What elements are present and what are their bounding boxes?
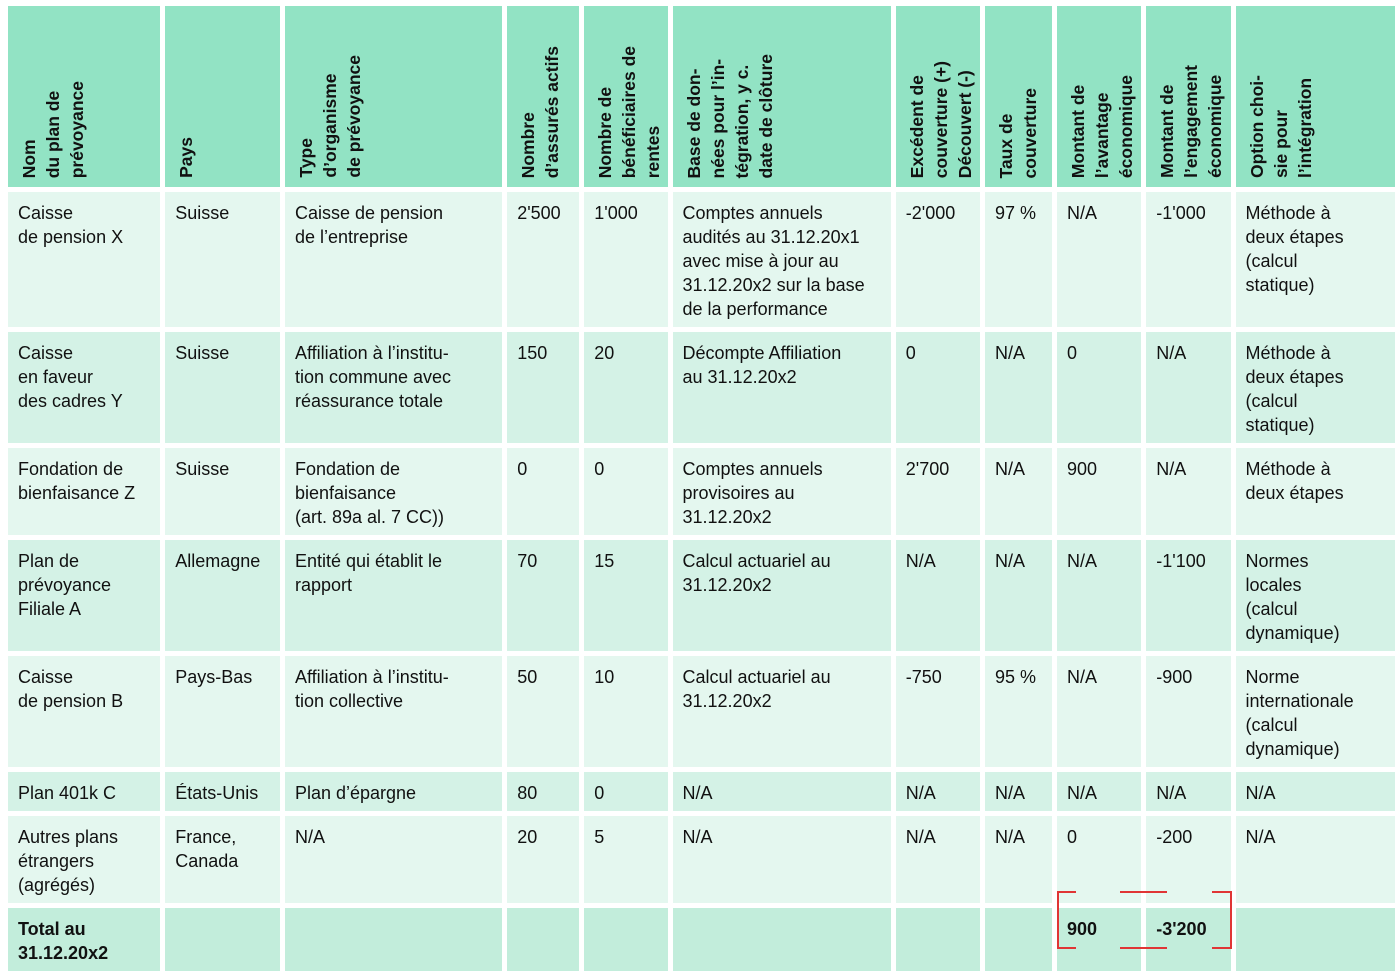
table-cell: N/A [1236,816,1395,903]
table-cell: N/A [896,816,980,903]
table-cell: 0 [507,448,579,535]
table-row [8,816,1395,903]
table-cell: 70 [507,540,579,651]
total-cell [285,908,502,971]
highlight-frame-line [1057,891,1059,949]
table-cell: Calcul actuariel au 31.12.20x2 [673,656,891,767]
table-cell: N/A [896,772,980,811]
table-cell: N/A [985,540,1052,651]
table-cell: -900 [1146,656,1230,767]
table-cell: Plan de prévoyance Filiale A [8,540,160,651]
total-cell [985,908,1052,971]
table-cell: Méthode à deux étapes (calcul statique) [1236,192,1395,327]
table-cell: Suisse [165,192,280,327]
highlight-frame-line [1120,891,1167,893]
table-cell: -200 [1146,816,1230,903]
table-cell: N/A [1057,192,1141,327]
table-cell: Suisse [165,448,280,535]
table-cell: Normes locales (calcul dynamique) [1236,540,1395,651]
table-row [8,540,1395,651]
table-cell: N/A [985,332,1052,443]
total-economic-benefit: 900 [1057,908,1141,971]
total-cell [1236,908,1395,971]
total-cell [673,908,891,971]
table-cell: Calcul actuariel au 31.12.20x2 [673,540,891,651]
table-cell: Plan d’épargne [285,772,502,811]
table-cell: Norme internationale (calcul dynamique) [1236,656,1395,767]
header-cell-integration-option: Option choi- sie pour l’intégration [1236,6,1395,187]
table-cell: Affiliation à l’institu- tion commune avec réassurance totale [285,332,502,443]
total-cell [584,908,667,971]
table-cell: N/A [985,772,1052,811]
header-cell-coverage-ratio: Taux de couverture [985,6,1052,187]
header-cell-org-type: Type d’organisme de prévoyance [285,6,502,187]
table-cell: 10 [584,656,667,767]
table-row [8,192,1395,327]
table-cell: États-Unis [165,772,280,811]
table-cell: Fondation de bienfaisance Z [8,448,160,535]
table-cell: N/A [985,448,1052,535]
header-cell-economic-obligation: Montant de l’engagement économique [1146,6,1230,187]
table-cell: 80 [507,772,579,811]
total-row [8,908,1395,971]
table-cell: N/A [1057,772,1141,811]
table-cell: N/A [985,816,1052,903]
table-cell: N/A [1057,540,1141,651]
table-cell: Décompte Affiliation au 31.12.20x2 [673,332,891,443]
pension-plans-table [3,1,1400,976]
table-cell: Autres plans étrangers (agrégés) [8,816,160,903]
table-cell: N/A [1236,772,1395,811]
table-cell: Caisse de pension B [8,656,160,767]
table-cell: Fondation de bienfaisance (art. 89a al. 7 CC)) [285,448,502,535]
table-row [8,332,1395,443]
table-cell: Comptes annuels provisoires au 31.12.20x2 [673,448,891,535]
table-cell: -2'000 [896,192,980,327]
table-cell: N/A [896,540,980,651]
table-row [8,448,1395,535]
table-cell: Caisse en faveur des cadres Y [8,332,160,443]
highlight-frame-line [1057,947,1076,949]
highlight-frame-line [1230,891,1232,949]
table-cell: Méthode à deux étapes (calcul statique) [1236,332,1395,443]
header-cell-plan-name: Nom du plan de prévoyance [8,6,160,187]
table-cell: N/A [673,772,891,811]
header-cell-country: Pays [165,6,280,187]
table-cell: N/A [1146,332,1230,443]
table-cell: France, Canada [165,816,280,903]
table-cell: -1'100 [1146,540,1230,651]
table-cell: 0 [584,772,667,811]
table-cell: 5 [584,816,667,903]
header-cell-pensioners: Nombre de bénéficiaires de rentes [584,6,667,187]
table-cell: N/A [673,816,891,903]
table-cell: -750 [896,656,980,767]
table-row [8,656,1395,767]
table-cell: 20 [584,332,667,443]
total-cell [896,908,980,971]
table-cell: 15 [584,540,667,651]
table-cell: N/A [1057,656,1141,767]
table-cell: N/A [285,816,502,903]
total-cell [507,908,579,971]
table-cell: Plan 401k C [8,772,160,811]
table-cell: N/A [1146,448,1230,535]
table-cell: Allemagne [165,540,280,651]
table-cell: 2'500 [507,192,579,327]
table-cell: 95 % [985,656,1052,767]
highlight-frame-line [1212,947,1232,949]
table-cell: Affiliation à l’institu- tion collective [285,656,502,767]
total-economic-obligation: -3'200 [1146,908,1230,971]
table-cell: N/A [1146,772,1230,811]
table-cell: 150 [507,332,579,443]
table-cell: 0 [584,448,667,535]
table-cell: Comptes annuels audités au 31.12.20x1 avec mise à jour au 31.12.20x2 sur la base de la performance [673,192,891,327]
table-cell: Suisse [165,332,280,443]
table-cell: 1'000 [584,192,667,327]
header-cell-surplus-deficit: Excédent de couverture (+) Découvert (-) [896,6,980,187]
header-row [8,6,1395,187]
table-cell: -1'000 [1146,192,1230,327]
total-cell [165,908,280,971]
highlight-frame-line [1212,891,1232,893]
table-cell: 2'700 [896,448,980,535]
table-cell: 50 [507,656,579,767]
highlight-frame-line [1057,891,1076,893]
table-cell: Méthode à deux étapes [1236,448,1395,535]
header-cell-data-basis: Base de don- nées pour l’in- tégration, y c. date de clôture [673,6,891,187]
table-cell: Caisse de pension de l’entreprise [285,192,502,327]
highlight-frame-line [1120,947,1167,949]
table-cell: 0 [896,332,980,443]
table-cell: 0 [1057,332,1141,443]
table-cell: 900 [1057,448,1141,535]
table-cell: 20 [507,816,579,903]
header-cell-active-insured: Nombre d’assurés actifs [507,6,579,187]
table-cell: 97 % [985,192,1052,327]
table-cell: Pays-Bas [165,656,280,767]
table-cell: 0 [1057,816,1141,903]
table-row [8,772,1395,811]
table-cell: Entité qui établit le rapport [285,540,502,651]
table-cell: Caisse de pension X [8,192,160,327]
header-cell-economic-benefit: Montant de l’avantage économique [1057,6,1141,187]
total-label: Total au 31.12.20x2 [8,908,160,971]
